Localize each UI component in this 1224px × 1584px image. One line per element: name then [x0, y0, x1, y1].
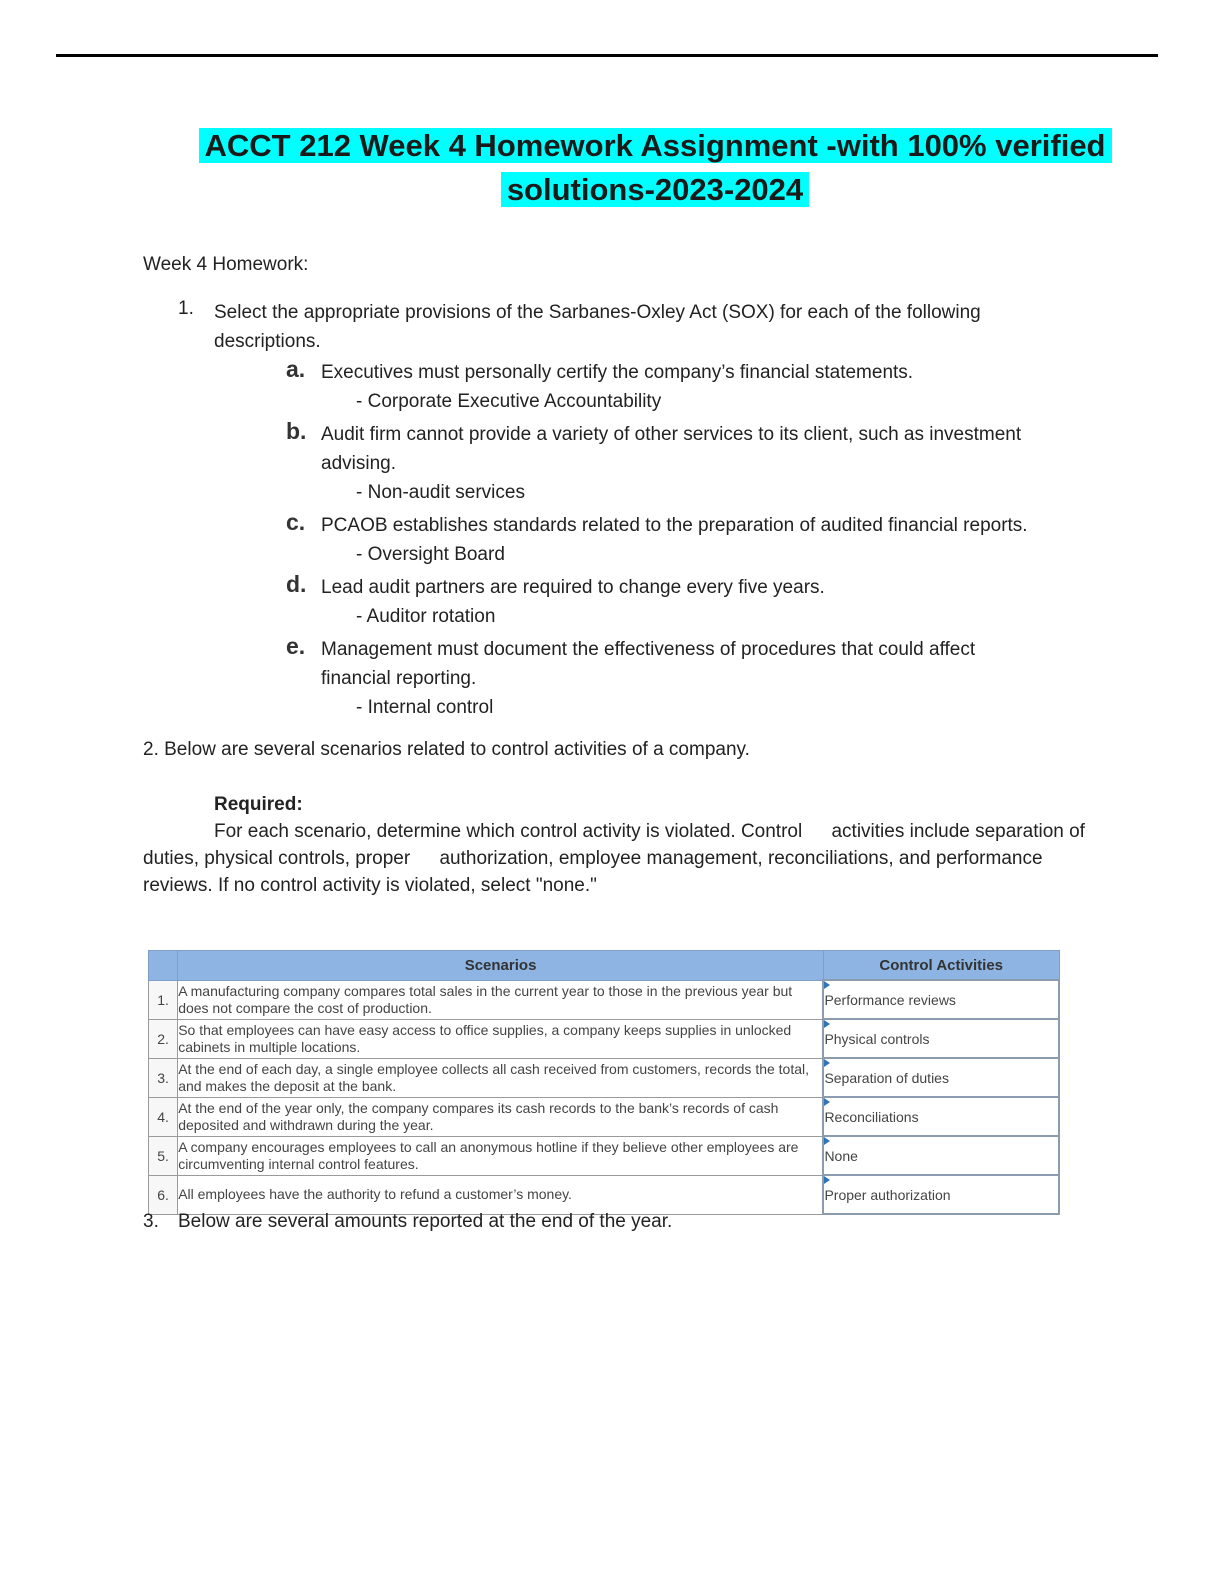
item-answer: - Oversight Board	[356, 544, 505, 565]
scenario-cell: A company encourages employees to call an anonymous hotline if they believe other employees are circumventing internal control features.	[178, 1136, 824, 1175]
row-number: 5.	[149, 1136, 178, 1175]
item-letter: e.	[286, 633, 306, 659]
item-answer: - Corporate Executive Accountability	[356, 391, 662, 412]
question-3-number: 3.	[143, 1211, 159, 1232]
title-line-1: ACCT 212 Week 4 Homework Assignment -with 100% verified	[199, 128, 1112, 163]
req-part-3: authorization, employee management, reconciliations, and performance	[439, 848, 1043, 869]
control-activity-select[interactable]	[823, 1097, 1059, 1136]
item-description: Lead audit partners are required to change every five years.	[321, 577, 825, 598]
scenario-cell: At the end of the year only, the company compares its cash records to the bank’s records of cash deposited and withdrawn during the year.	[178, 1097, 824, 1136]
req-part-1: For each scenario, determine which control activity is violated. Control	[214, 821, 803, 842]
sox-item-c	[286, 511, 1086, 569]
scenarios-table	[148, 950, 1060, 1215]
item-description: Audit firm cannot provide a variety of other services to its client, such as investment advising.	[321, 424, 1022, 474]
table-row	[149, 980, 1060, 1019]
dropdown-marker-icon	[824, 1176, 830, 1184]
control-activity-value: Physical controls	[824, 1030, 930, 1047]
dropdown-marker-icon	[824, 981, 830, 989]
control-activity-select[interactable]	[823, 1175, 1059, 1214]
req-part-2: activities include separation of duties, physical controls, proper	[143, 821, 1085, 869]
table-row	[149, 1097, 1060, 1136]
dropdown-marker-icon	[824, 1137, 830, 1145]
control-activity-value: Performance reviews	[824, 991, 956, 1008]
scenario-cell: A manufacturing company compares total sales in the current year to those in the previous year but does not compare the cost of production.	[178, 980, 824, 1019]
item-letter: c.	[286, 509, 306, 535]
item-answer: - Internal control	[356, 697, 494, 718]
top-rule	[56, 54, 1158, 57]
req-part-4: reviews. If no control activity is violated, select "none."	[143, 875, 597, 896]
item-letter: d.	[286, 571, 307, 597]
control-activity-value: Reconciliations	[824, 1108, 919, 1125]
header-control-activities: Control Activities	[823, 951, 1059, 981]
week-label: Week 4 Homework:	[143, 254, 309, 275]
row-number: 4.	[149, 1097, 178, 1136]
control-activity-select[interactable]	[823, 980, 1059, 1019]
item-letter: a.	[286, 356, 306, 382]
table-row	[149, 1136, 1060, 1175]
control-activity-value: Proper authorization	[824, 1186, 951, 1203]
question-1-number: 1.	[178, 298, 194, 319]
question-2-text: 2. Below are several scenarios related to control activities of a company.	[143, 739, 750, 760]
item-letter: b.	[286, 418, 307, 444]
control-activity-select[interactable]	[823, 1058, 1059, 1097]
table-row	[149, 1019, 1060, 1058]
sox-item-a	[286, 358, 1086, 416]
table-row	[149, 1058, 1060, 1097]
control-activity-value: Separation of duties	[824, 1069, 949, 1086]
item-answer: - Auditor rotation	[356, 606, 496, 627]
sox-item-b	[286, 420, 1086, 507]
dropdown-marker-icon	[824, 1059, 830, 1067]
header-num	[149, 951, 178, 981]
item-description: Executives must personally certify the company’s financial statements.	[321, 362, 914, 383]
control-activity-value: None	[824, 1147, 858, 1164]
row-number: 3.	[149, 1058, 178, 1097]
sox-item-e	[286, 635, 1046, 722]
control-activity-select[interactable]	[823, 1136, 1059, 1175]
required-label: Required:	[214, 794, 303, 815]
sox-item-d	[286, 573, 1086, 631]
question-1-text: Select the appropriate provisions of the Sarbanes-Oxley Act (SOX) for each of the following descriptions.	[214, 302, 981, 352]
item-description: PCAOB establishes standards related to the preparation of audited financial reports.	[321, 515, 1028, 536]
required-instructions	[143, 818, 1103, 899]
dropdown-marker-icon	[824, 1098, 830, 1106]
control-activity-select[interactable]	[823, 1019, 1059, 1058]
scenario-cell: At the end of each day, a single employee collects all cash received from customers, records the total, and makes the deposit at the bank.	[178, 1058, 824, 1097]
row-number: 1.	[149, 980, 178, 1019]
question-3-text: Below are several amounts reported at the end of the year.	[178, 1211, 673, 1232]
table-header-row	[149, 951, 1060, 981]
title-line-2: solutions-2023-2024	[501, 172, 809, 207]
item-answer: - Non-audit services	[356, 482, 525, 503]
scenario-cell: All employees have the authority to refund a customer’s money.	[178, 1175, 824, 1214]
item-description: Management must document the effectiveness of procedures that could affect financial reporting.	[321, 639, 976, 689]
table-row	[149, 1175, 1060, 1214]
scenario-cell: So that employees can have easy access to office supplies, a company keeps supplies in unlocked cabinets in multiple locations.	[178, 1019, 824, 1058]
row-number: 6.	[149, 1175, 178, 1214]
row-number: 2.	[149, 1019, 178, 1058]
header-scenarios: Scenarios	[178, 951, 824, 981]
document-title	[160, 124, 1150, 212]
dropdown-marker-icon	[824, 1020, 830, 1028]
